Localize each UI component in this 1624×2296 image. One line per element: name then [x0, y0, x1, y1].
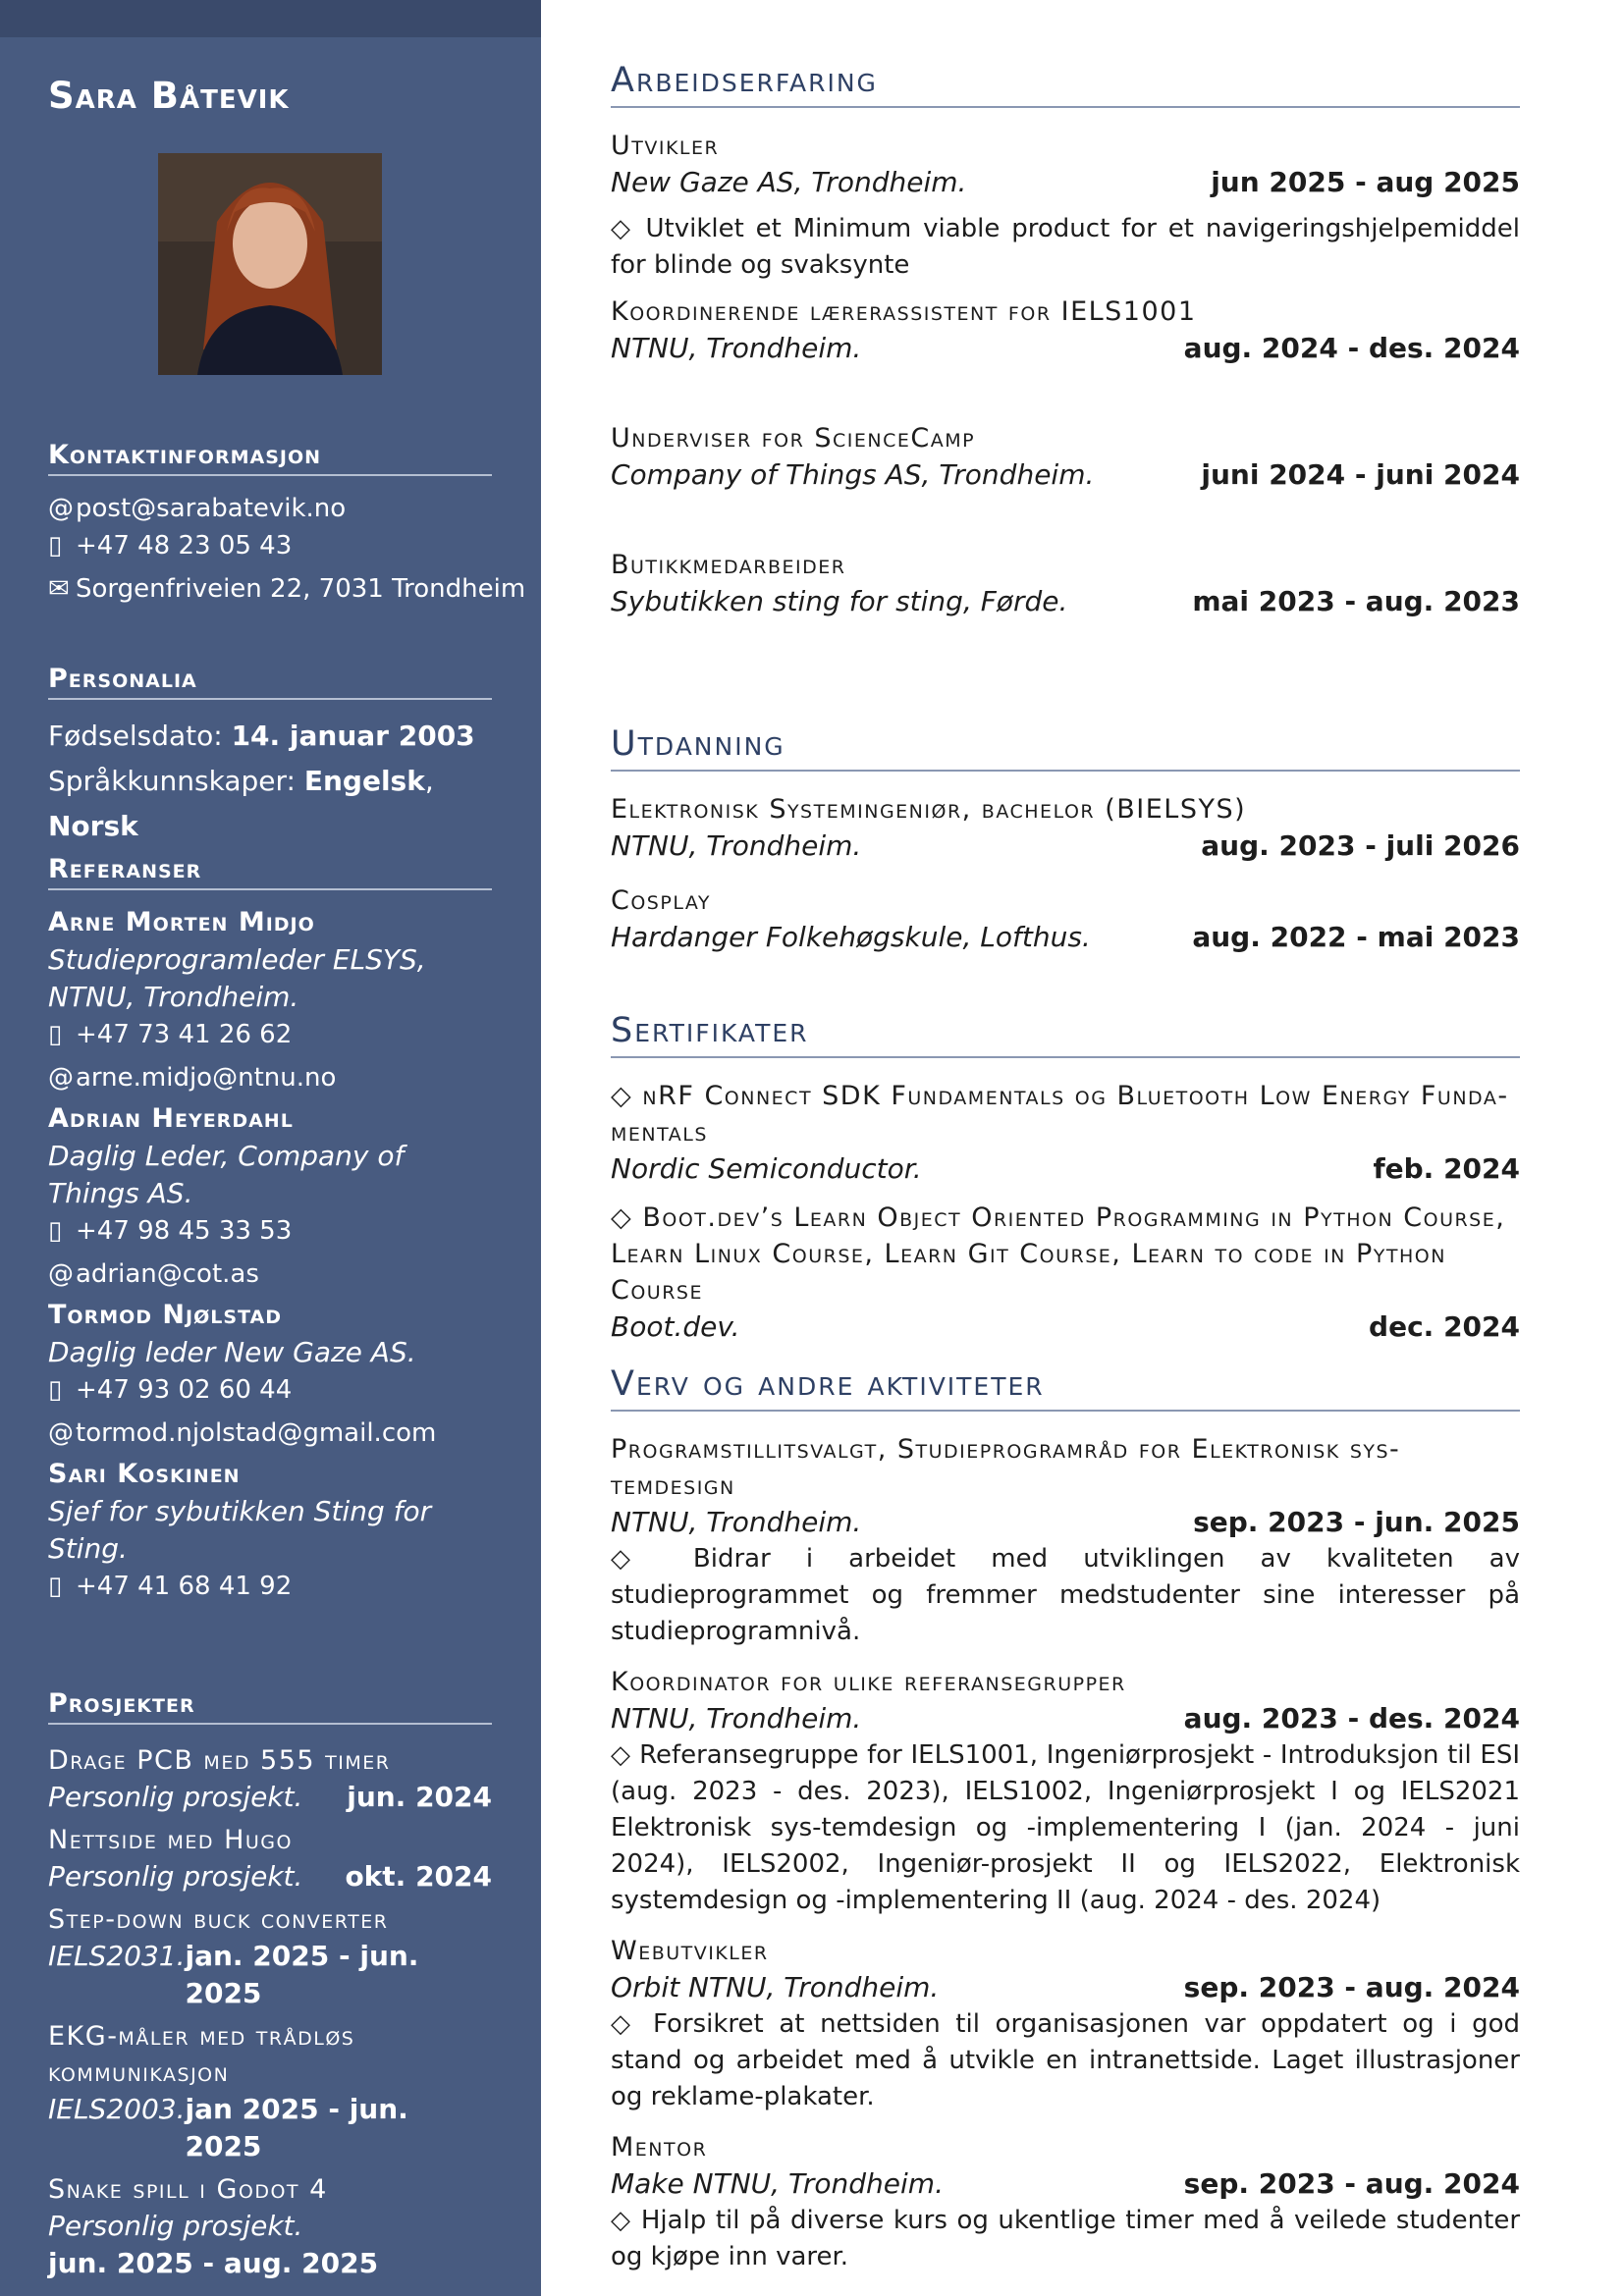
activity-date: sep. 2023 - jun. 2025 [1193, 1506, 1520, 1538]
certificates-heading: Sertifikater [611, 1011, 1520, 1058]
birthdate-label: Fødselsdato: [48, 720, 223, 752]
reference-item [48, 1297, 492, 1452]
project-place: Personlig prosjekt. [48, 2210, 303, 2242]
reference-name: Sari Koskinen [48, 1459, 241, 1489]
projects-section [48, 1688, 492, 2282]
phone-icon: ▯ [48, 1216, 63, 1246]
project-item [48, 1822, 492, 1896]
diamond-bullet-icon: ◇ [611, 2206, 632, 2235]
reference-name: Adrian Heyerdahl [48, 1103, 294, 1134]
project-title: Step-down buck converter [48, 1904, 389, 1935]
contact-email-row [48, 490, 492, 527]
at-icon: @ [48, 1259, 74, 1289]
job-item [611, 294, 1520, 367]
phone-icon: ▯ [48, 531, 63, 561]
references-section [48, 854, 492, 1605]
certificate-date: dec. 2024 [1369, 1310, 1520, 1343]
work-heading: Arbeidserfaring [611, 61, 1520, 108]
diamond-bullet-icon: ◇ [611, 1081, 633, 1111]
reference-email[interactable]: tormod.njolstad@gmail.com [76, 1418, 437, 1448]
contact-address: Sorgenfriveien 22, 7031 Trondheim [76, 574, 526, 604]
project-item [48, 1901, 492, 2012]
education-place: NTNU, Trondheim. [611, 829, 862, 862]
project-place: Personlig prosjekt. [48, 1781, 303, 1813]
reference-phone-row [48, 1568, 492, 1605]
activity-place: NTNU, Trondheim. [611, 1702, 862, 1735]
reference-role: Sjef for sybutikken Sting for Sting. [48, 1495, 432, 1565]
reference-email-row [48, 1415, 492, 1452]
reference-email-row [48, 1255, 492, 1293]
job-item [611, 128, 1520, 284]
activity-description: Bidrar i arbeidet med utviklingen av kvaliteten av studieprogrammet og fremmer medstudenter sine interesser på studieprogramnivå. [611, 1544, 1521, 1646]
education-title: Cosplay [611, 885, 711, 916]
envelope-icon: ✉ [48, 574, 70, 604]
activity-place: NTNU, Trondheim. [611, 1506, 862, 1538]
education-section [611, 724, 1520, 956]
activity-title: Webutvikler [611, 1936, 769, 1966]
project-date: jan 2025 - jun. 2025 [185, 2093, 408, 2163]
reference-email-row [48, 1059, 492, 1096]
certificate-date: feb. 2024 [1373, 1152, 1520, 1185]
at-icon: @ [48, 1418, 74, 1448]
activity-title: Mentor [611, 2132, 708, 2163]
diamond-bullet-icon: ◇ [611, 214, 634, 243]
activities-section [611, 1364, 1520, 2275]
job-item [611, 547, 1520, 620]
project-date: jun. 2024 [347, 1781, 492, 1813]
sidebar-top-band [0, 0, 541, 37]
language-2: Norsk [48, 810, 138, 842]
activity-title: Koordinator for ulike referansegrupper [611, 1667, 1126, 1697]
job-description: Utviklet et Minimum viable product for et navigeringshjelpemiddel for blinde og svaksynte [611, 214, 1521, 280]
reference-role: Daglig Leder, Company of Things AS. [48, 1140, 405, 1209]
education-date: aug. 2022 - mai 2023 [1192, 921, 1520, 953]
activity-place: Make NTNU, Trondheim. [611, 2167, 944, 2200]
language-separator: , [424, 765, 434, 797]
person-name: Sara Båtevik [48, 75, 290, 117]
certificate-item [611, 1200, 1520, 1346]
diamond-bullet-icon: ◇ [611, 1544, 658, 1574]
certificates-section [611, 1011, 1520, 1346]
job-title: Koordinerende lærerassistent for IELS1001 [611, 296, 1197, 327]
education-place: Hardanger Folkehøgskule, Lofthus. [611, 921, 1091, 953]
reference-email[interactable]: arne.midjo@ntnu.no [76, 1063, 337, 1093]
project-date: okt. 2024 [345, 1860, 492, 1893]
job-title: Utvikler [611, 131, 720, 161]
activities-heading: Verv og andre aktiviteter [611, 1364, 1520, 1412]
job-title: Underviser for ScienceCamp [611, 423, 976, 454]
education-heading: Utdanning [611, 724, 1520, 772]
personalia-section [48, 664, 492, 849]
activity-description: Hjalp til på diverse kurs og ukentlige timer med å veilede studenter og kjøpe inn varer. [611, 2206, 1521, 2271]
project-item [48, 2171, 492, 2282]
activity-item [611, 1664, 1520, 1919]
reference-phone: +47 41 68 41 92 [76, 1572, 293, 1601]
activity-item [611, 1431, 1520, 1650]
portrait-image [158, 153, 382, 375]
reference-item [48, 1456, 492, 1605]
project-date: jan. 2025 - jun. 2025 [185, 1940, 419, 2009]
reference-phone-row [48, 1212, 492, 1250]
reference-email[interactable]: adrian@cot.as [76, 1259, 259, 1289]
contact-phone: +47 48 23 05 43 [76, 531, 293, 561]
education-title: Elektronisk Systemingeniør, bachelor (BIELSYS) [611, 794, 1247, 825]
job-place: Company of Things AS, Trondheim. [611, 458, 1095, 491]
certificate-issuer: Boot.dev. [611, 1310, 740, 1343]
project-title: EKG-måler med trådløs kommunikasjon [48, 2021, 355, 2088]
profile-photo [158, 153, 382, 375]
language-1: Engelsk [303, 765, 425, 797]
activity-description: Forsikret at nettsiden til organisasjonen var oppdatert og i god stand og arbeidet med å utvikle en intranettside. Laget illustrasjoner og reklame-plakater. [611, 2009, 1520, 2111]
diamond-bullet-icon: ◇ [611, 1202, 633, 1233]
phone-icon: ▯ [48, 1572, 63, 1601]
activity-item [611, 2129, 1520, 2275]
activity-date: sep. 2023 - aug. 2024 [1183, 2167, 1520, 2200]
languages-row [48, 759, 492, 849]
job-place: Sybutikken sting for sting, Førde. [611, 585, 1068, 617]
birthdate-value: 14. januar 2003 [231, 720, 475, 752]
project-title: Nettside med Hugo [48, 1825, 293, 1855]
activity-title: Programstillitsvalgt, Studieprogramråd for Elektronisk sys-temdesign [611, 1434, 1401, 1501]
activity-item [611, 1933, 1520, 2115]
certificate-title: nRF Connect SDK Fundamentals og Bluetooth Low Energy Funda-mentals [611, 1081, 1509, 1148]
certificate-item [611, 1078, 1520, 1188]
education-date: aug. 2023 - juli 2026 [1201, 829, 1520, 862]
activity-date: sep. 2023 - aug. 2024 [1183, 1971, 1520, 2003]
reference-item [48, 1100, 492, 1293]
activity-place: Orbit NTNU, Trondheim. [611, 1971, 940, 2003]
contact-section [48, 440, 526, 608]
diamond-bullet-icon: ◇ [611, 2009, 638, 2039]
personalia-heading: Personalia [48, 664, 492, 700]
contact-address-row [48, 570, 526, 608]
at-icon: @ [48, 1063, 74, 1093]
reference-phone: +47 93 02 60 44 [76, 1375, 293, 1405]
education-item [611, 791, 1520, 865]
job-place: NTNU, Trondheim. [611, 332, 862, 364]
phone-icon: ▯ [48, 1020, 63, 1049]
projects-heading: Prosjekter [48, 1688, 492, 1725]
job-date: aug. 2024 - des. 2024 [1183, 332, 1520, 364]
contact-heading: Kontaktinformasjon [48, 440, 492, 476]
project-item [48, 1742, 492, 1816]
at-icon: @ [48, 494, 74, 523]
birthdate-row [48, 714, 492, 759]
reference-name: Tormod Njølstad [48, 1300, 283, 1330]
reference-role: Daglig leder New Gaze AS. [48, 1336, 416, 1368]
reference-phone-row [48, 1016, 492, 1053]
languages-label: Språkkunnskaper: [48, 765, 296, 797]
reference-phone: +47 73 41 26 62 [76, 1020, 293, 1049]
phone-icon: ▯ [48, 1375, 63, 1405]
job-title: Butikkmedarbeider [611, 550, 846, 580]
diamond-bullet-icon: ◇ [611, 1740, 631, 1770]
project-place: Personlig prosjekt. [48, 1860, 303, 1893]
project-date: jun. 2025 - aug. 2025 [48, 2247, 379, 2279]
references-heading: Referanser [48, 854, 492, 890]
job-item [611, 420, 1520, 494]
contact-email[interactable]: post@sarabatevik.no [76, 494, 347, 523]
project-place: IELS2031. [48, 1940, 186, 1972]
job-date: juni 2024 - juni 2024 [1201, 458, 1520, 491]
activity-description: Referansegruppe for IELS1001, Ingeniørprosjekt - Introduksjon til ESI (aug. 2023 - des. 2023), IELS1002, Ingeniørprosjekt I og IELS2021 Elektronisk sys-temdesign og -implementering I (jan. 2024 - juni 2024), IELS2002, Ingeniør-prosjekt II og IELS2022, Elektronisk systemdesign og -implementering II (aug. 2024 - des. 2024) [611, 1740, 1521, 1915]
project-place: IELS2003. [48, 2093, 186, 2125]
project-title: Drage PCB med 555 timer [48, 1745, 391, 1776]
job-place: New Gaze AS, Trondheim. [611, 166, 967, 198]
contact-phone-row [48, 527, 492, 564]
project-title: Snake spill i Godot 4 [48, 2174, 328, 2205]
certificate-title: Boot.dev’s Learn Object Oriented Programming in Python Course, Learn Linux Course, Learn Git Course, Learn to code in Python Course [611, 1202, 1506, 1306]
work-section [611, 61, 1520, 620]
reference-phone-row [48, 1371, 492, 1409]
reference-item [48, 904, 492, 1096]
certificate-issuer: Nordic Semiconductor. [611, 1152, 922, 1185]
education-item [611, 882, 1520, 956]
reference-name: Arne Morten Midjo [48, 907, 315, 937]
reference-role: Studieprogramleder ELSYS, NTNU, Trondheim. [48, 943, 426, 1013]
project-item [48, 2018, 492, 2165]
job-date: mai 2023 - aug. 2023 [1192, 585, 1520, 617]
reference-phone: +47 98 45 33 53 [76, 1216, 293, 1246]
job-date: jun 2025 - aug 2025 [1211, 166, 1520, 198]
sidebar [0, 0, 541, 2296]
activity-date: aug. 2023 - des. 2024 [1183, 1702, 1520, 1735]
